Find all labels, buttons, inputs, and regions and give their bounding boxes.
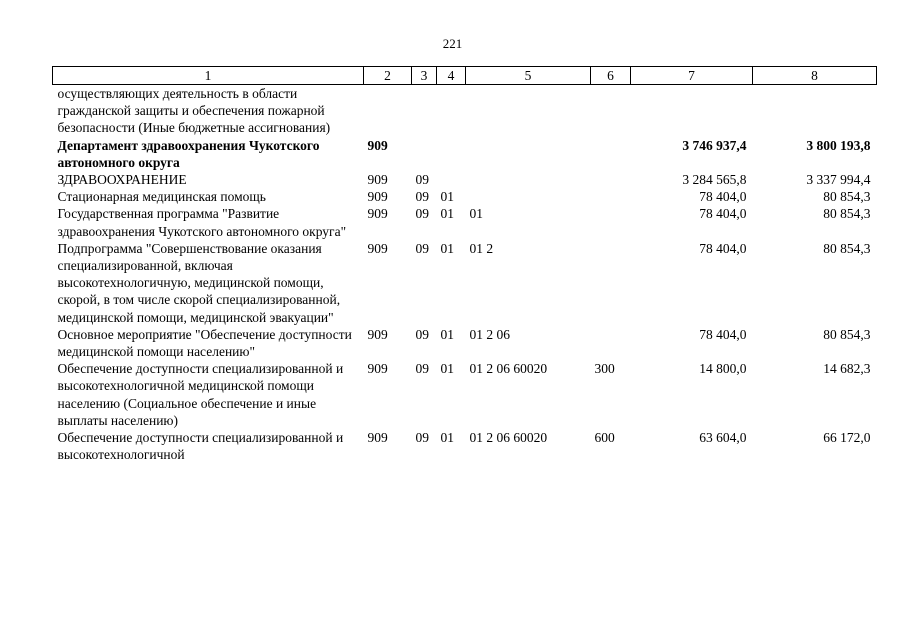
- row-name: Обеспечение доступности специализированной и высокотехнологичной медицинской помощи населению (Социальное обеспечение и иные выплаты населению): [57, 361, 344, 428]
- row-expense-type: [591, 205, 631, 239]
- row-subsection-code: 01: [440, 240, 454, 256]
- row-amount-col8: 80 854,3: [823, 189, 871, 205]
- row-ministry-code: 909: [367, 240, 388, 256]
- row-expense-type: [591, 240, 631, 326]
- column-header-5: 5: [466, 67, 591, 85]
- column-header-3: 3: [412, 67, 437, 85]
- row-ministry-code: 909: [367, 361, 388, 377]
- column-header-8: 8: [753, 67, 877, 85]
- row-expense-type: [591, 326, 631, 360]
- row-amount-col7: [631, 85, 753, 137]
- column-header-1: 1: [53, 67, 364, 85]
- row-amount-col7: 63 604,0: [699, 430, 747, 446]
- row-ministry-code: 909: [367, 430, 388, 446]
- row-amount-col8: 80 854,3: [823, 326, 871, 342]
- row-amount-col7: 78 404,0: [699, 189, 747, 205]
- row-amount-col7: 3 746 937,4: [682, 137, 747, 153]
- row-target-code: 01 2 06 60020: [469, 430, 548, 446]
- row-expense-type: 600: [594, 430, 615, 446]
- column-header-2: 2: [364, 67, 412, 85]
- row-subsection-code: 01: [440, 326, 454, 342]
- row-target-code: 01 2 06 60020: [469, 361, 548, 377]
- row-ministry-code: 909: [367, 326, 388, 342]
- row-target-code: [466, 171, 591, 188]
- row-amount-col8: 66 172,0: [823, 430, 871, 446]
- row-name: Обеспечение доступности специализированной и высокотехнологичной: [57, 430, 344, 463]
- row-section-code: 09: [415, 430, 429, 446]
- row-section-code: 09: [415, 172, 429, 188]
- row-name: Подпрограмма "Совершенствование оказания специализированной, включая высокотехнологичную, медицинской помощи, скорой, в том числе скорой специализированной, медицинской помощи, медицинской эвакуации": [57, 240, 341, 325]
- row-subsection-code: 01: [440, 430, 454, 446]
- row-ministry-code: 909: [367, 137, 388, 153]
- row-target-code: 01: [469, 206, 483, 222]
- header-row: [53, 67, 877, 85]
- row-section-code: 09: [415, 189, 429, 205]
- row-amount-col7: 78 404,0: [699, 240, 747, 256]
- row-subsection-code: [437, 171, 466, 188]
- row-amount-col8: 80 854,3: [823, 240, 871, 256]
- page-number: 221: [442, 36, 463, 51]
- row-amount-col8: 3 800 193,8: [806, 137, 871, 153]
- row-name: Департамент здравоохранения Чукотского автономного округа: [57, 137, 320, 170]
- table-header: [53, 67, 877, 85]
- row-name: ЗДРАВООХРАНЕНИЕ: [57, 172, 187, 188]
- column-header-6: 6: [591, 67, 631, 85]
- row-subsection-code: 01: [440, 189, 454, 205]
- row-target-code: [466, 188, 591, 205]
- row-section-code: 09: [415, 361, 429, 377]
- row-amount-col8: 80 854,3: [823, 206, 871, 222]
- row-target-code: 01 2 06: [469, 326, 510, 342]
- table-row: [53, 326, 877, 360]
- row-name: Стационарная медицинская помощь: [57, 189, 266, 205]
- row-amount-col8: 14 682,3: [823, 361, 871, 377]
- row-target-code: [466, 137, 591, 171]
- row-name: осуществляющих деятельность в области гражданской защиты и обеспечения пожарной безопасности (Иные бюджетные ассигнования): [57, 86, 331, 136]
- row-expense-type: [591, 137, 631, 171]
- column-header-4: 4: [437, 67, 466, 85]
- row-amount-col7: 78 404,0: [699, 206, 747, 222]
- row-amount-col7: 14 800,0: [699, 361, 747, 377]
- table-row: [53, 137, 877, 171]
- row-subsection-code: 01: [440, 206, 454, 222]
- row-amount-col8: [753, 85, 877, 137]
- table-row: [53, 188, 877, 205]
- table-body: [53, 85, 877, 464]
- row-amount-col7: 78 404,0: [699, 326, 747, 342]
- table-row: [53, 205, 877, 239]
- row-name: Основное мероприятие "Обеспечение доступности медицинской помощи населению": [57, 326, 352, 360]
- row-target-code: [466, 85, 591, 137]
- column-header-7: 7: [631, 67, 753, 85]
- table-row: [53, 429, 877, 463]
- row-amount-col8: 3 337 994,4: [806, 172, 871, 188]
- row-ministry-code: [364, 85, 412, 137]
- row-expense-type: 300: [594, 361, 615, 377]
- row-section-code: 09: [415, 240, 429, 256]
- row-section-code: 09: [415, 206, 429, 222]
- table-row: [53, 171, 877, 188]
- row-ministry-code: 909: [367, 172, 388, 188]
- row-section-code: 09: [415, 326, 429, 342]
- row-expense-type: [591, 188, 631, 205]
- row-section-code: [412, 85, 437, 137]
- row-expense-type: [591, 85, 631, 137]
- row-section-code: [412, 137, 437, 171]
- table-row: [53, 360, 877, 429]
- row-ministry-code: 909: [367, 206, 388, 222]
- row-subsection-code: 01: [440, 361, 454, 377]
- table-row: [53, 240, 877, 326]
- row-name: Государственная программа "Развитие здравоохранения Чукотского автономного округа": [57, 206, 347, 239]
- row-subsection-code: [437, 85, 466, 137]
- row-expense-type: [591, 171, 631, 188]
- row-subsection-code: [437, 137, 466, 171]
- row-ministry-code: 909: [367, 189, 388, 205]
- row-amount-col7: 3 284 565,8: [682, 172, 747, 188]
- row-target-code: 01 2: [469, 240, 494, 256]
- table-row: [53, 85, 877, 137]
- budget-table: [52, 66, 877, 463]
